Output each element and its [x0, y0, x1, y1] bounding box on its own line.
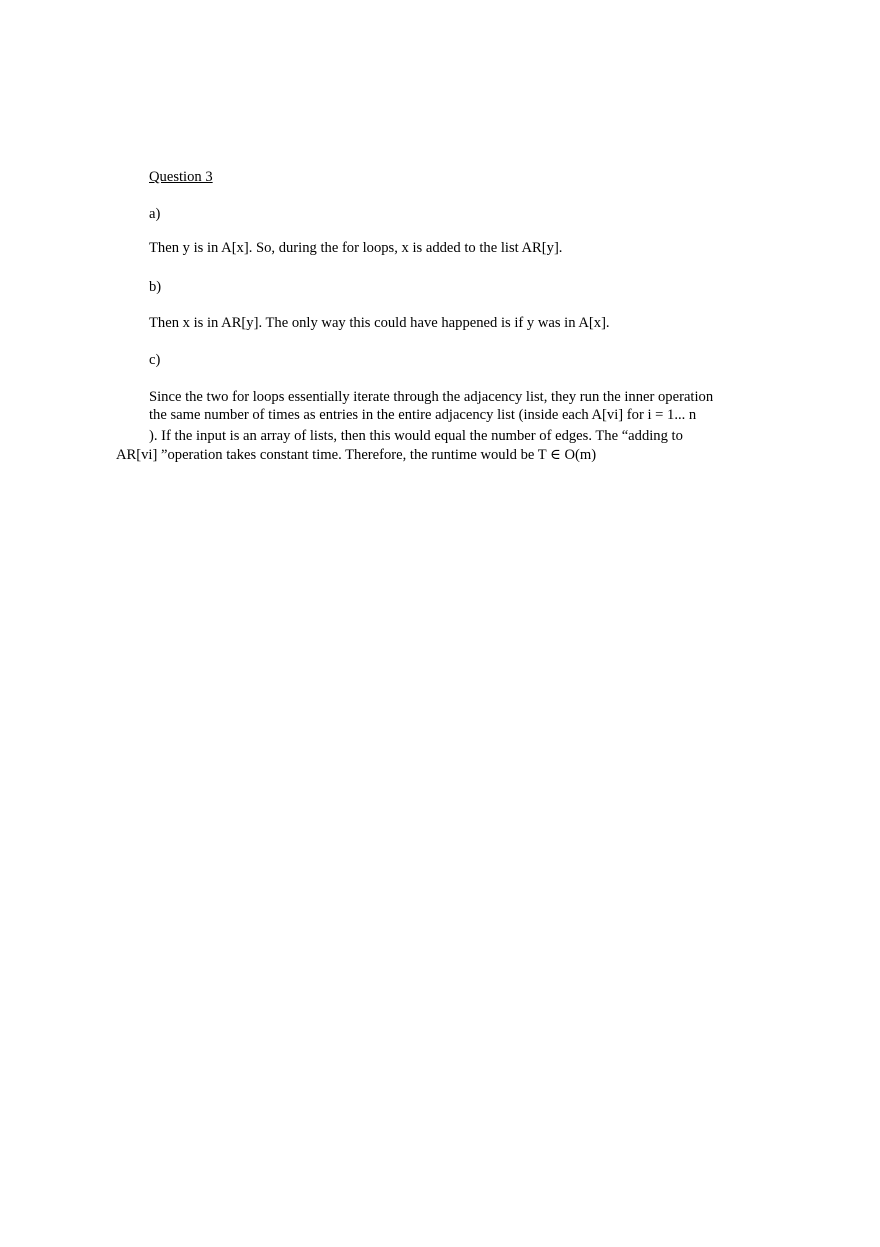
part-b-text: Then x is in AR[y]. The only way this could have happened is if y was in A[x].	[149, 315, 610, 331]
part-a-text: Then y is in A[x]. So, during the for loops, x is added to the list AR[y].	[149, 240, 563, 256]
question-title: Question 3	[149, 169, 213, 185]
part-c-line-4: AR[vi] ”operation takes constant time. Therefore, the runtime would be T ∈ O(m)	[116, 447, 597, 463]
part-c-line-2: the same number of times as entries in the entire adjacency list (inside each A[vi] for i = 1... n	[149, 407, 697, 423]
part-a-label: a)	[149, 206, 161, 222]
part-c-line-3: ). If the input is an array of lists, then this would equal the number of edges. The “adding to	[149, 428, 683, 444]
part-c-label: c)	[149, 352, 161, 368]
part-c-line-1: Since the two for loops essentially iterate through the adjacency list, they run the inner operation	[149, 389, 714, 405]
part-b-label: b)	[149, 279, 162, 295]
